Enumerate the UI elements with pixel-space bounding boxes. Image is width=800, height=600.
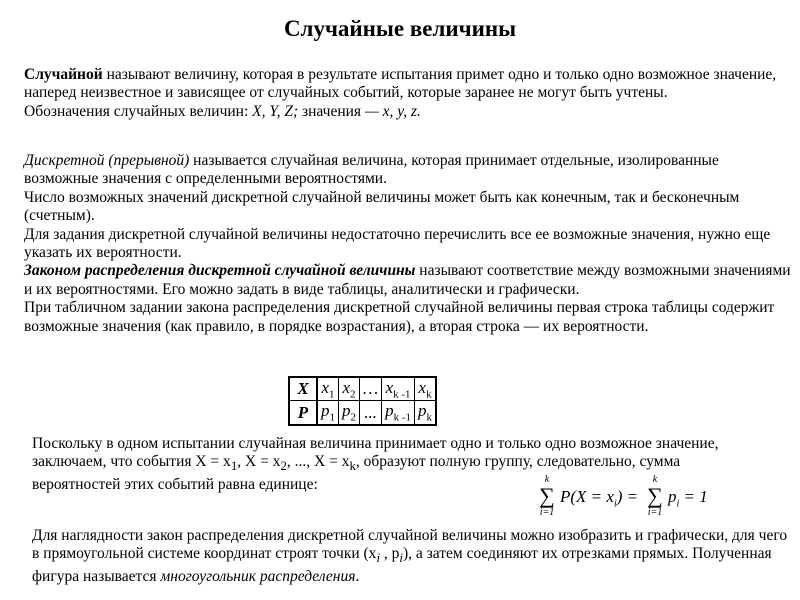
table-header-x: X: [289, 377, 317, 401]
table-cell: $x_1$: [317, 377, 339, 401]
definition-text: называют величину, которая в результате испытания примет одно и только одно возможное значение, наперед неизвестное и зависящее от случайных событий, которые заранее не могут быть учтены.: [24, 66, 777, 102]
polygon-paragraph: Для наглядности закон распределения дискретной случайной величины можно изобразить и графически, для чего в прямоугольной системе координат строят точки ($x_i$ , $p_i$), а затем соединяют их отрезками прямых. Полученная фигура называется многоугольник распределения.: [32, 527, 788, 585]
notation-values: — x, y, z.: [364, 102, 421, 120]
term-random: Случайной: [24, 66, 103, 83]
table-cell: $p_k$: [415, 401, 437, 425]
definition-discrete: [24, 152, 796, 336]
sum-symbol-2: k ∑ i=1: [647, 474, 663, 518]
table-row: [289, 377, 436, 401]
term-discrete: Дискретной (прерывной): [24, 152, 190, 169]
formula-expr-2: $p_i = 1$: [668, 487, 708, 510]
table-cell: $x_{k -1}$: [382, 377, 415, 401]
table-cell: ...: [360, 401, 382, 425]
table-header-p: P: [289, 401, 317, 425]
table-row: [289, 401, 436, 425]
sum-symbol-1: k ∑ i=1: [539, 474, 555, 518]
discrete-count-text: Число возможных значений дискретной случайной величины может быть как конечным, так и бесконечным (счетным).: [24, 188, 740, 225]
notation-prefix: Обозначения случайных величин:: [24, 102, 253, 120]
term-distribution-law: Законом распределения дискретной случайной величины: [24, 262, 416, 280]
law-text: называют соответствие между возможными значениями и их вероятностями. Его можно задать в виде таблицы, аналитически и графически.: [24, 262, 791, 298]
table-cell: $p_1$: [317, 401, 339, 425]
page-title: Случайные величины: [283, 16, 517, 41]
term-polygon: многоугольник распределения: [160, 567, 356, 585]
distribution-table: [288, 376, 437, 426]
notation-vars: X, Y, Z;: [252, 102, 299, 120]
definition-random-variable: [24, 66, 796, 121]
table-spec-text: При табличном задании закона распределения дискретной случайной величины первая строка таблицы содержит возможные значения (как правило, в порядке возрастания), а вторая строка — их вероятности.: [24, 299, 775, 335]
formula-expr-1: $P(X = x_i)$ =: [560, 487, 639, 510]
table-cell: $x_2$: [339, 377, 360, 401]
table-cell: $x_k$: [415, 377, 437, 401]
probability-sum-formula: [536, 474, 736, 526]
discrete-text: называется случайная величина, которая принимает отдельные, изолированные возможные значения с определенными вероятностями.: [24, 152, 719, 188]
notation-mid: значения: [298, 102, 365, 120]
table-cell: $p_2$: [339, 401, 360, 425]
discrete-spec-text: Для задания дискретной случайной величины недостаточно перечислить все ее возможные значения, нужно еще указать их вероятности.: [24, 225, 771, 262]
full-group-paragraph: Поскольку в одном испытании случайная величина принимает одно и только одно возможное значение, заключаем, что события $X = x_1$, $X = x_2$, ..., $X = x_k$, образуют полную группу, следовательно, сумма вероятностей этих событий равна единице:: [32, 435, 719, 493]
table-cell: …: [360, 377, 382, 401]
table-cell: $p_{k -1}$: [382, 401, 415, 425]
